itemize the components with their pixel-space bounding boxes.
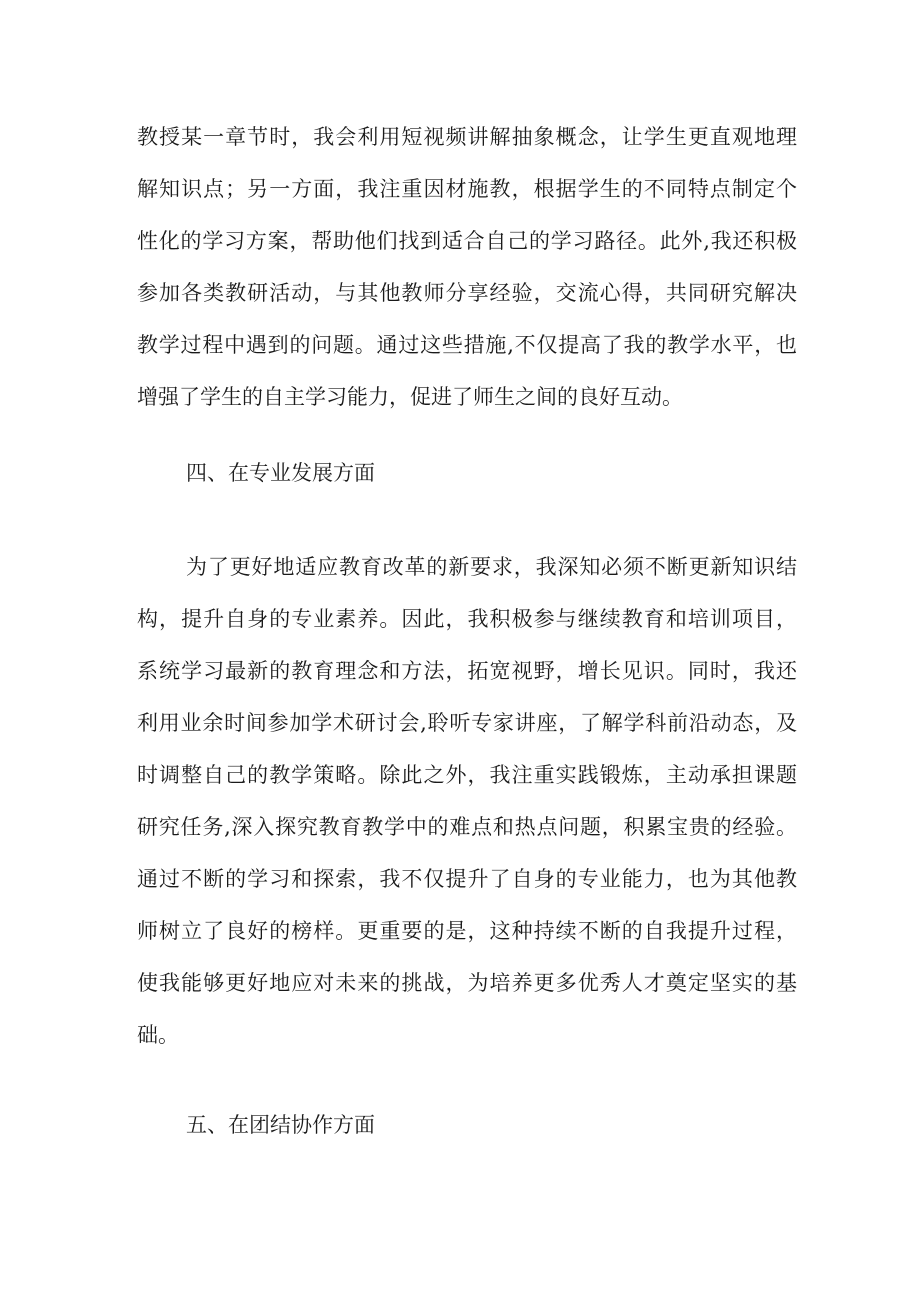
paragraph-line: 为了更好地适应教育改革的新要求，我深知必须不断更新知识结 [186,555,797,579]
paragraph-line: 师树立了良好的榜样。更重要的是，这种持续不断的自我提升过程， [137,919,797,943]
paragraph-line: 教学过程中遇到的问题。通过这些措施,不仅提高了我的教学水平，也 [137,333,797,357]
paragraph-line: 使我能够更好地应对未来的挑战，为培养更多优秀人才奠定坚实的基 [137,971,797,995]
paragraph-line: 教授某一章节时，我会利用短视频讲解抽象概念，让学生更直观地理 [137,125,797,149]
paragraph-line: 通过不断的学习和探索，我不仅提升了自身的专业能力，也为其他教 [137,867,797,891]
paragraph-line: 系统学习最新的教育理念和方法，拓宽视野，增长见识。同时，我还 [137,659,797,683]
paragraph-line: 研究任务,深入探究教育教学中的难点和热点问题，积累宝贵的经验。 [137,815,797,839]
paragraph-line: 构，提升自身的专业素养。因此，我积极参与继续教育和培训项目， [137,607,797,631]
paragraph-line: 利用业余时间参加学术研讨会,聆听专家讲座，了解学科前沿动态，及 [137,711,797,735]
paragraph-line: 增强了学生的自主学习能力，促进了师生之间的良好互动。 [137,385,683,409]
section-heading-5: 五、在团结协作方面 [186,1113,375,1137]
paragraph-line: 性化的学习方案，帮助他们找到适合自己的学习路径。此外,我还积极 [137,229,797,253]
paragraph-line: 参加各类教研活动，与其他教师分享经验，交流心得，共同研究解决 [137,281,797,305]
paragraph-line: 时调整自己的教学策略。除此之外，我注重实践锻炼，主动承担课题 [137,763,797,787]
paragraph-line: 础。 [137,1023,179,1047]
section-heading-4: 四、在专业发展方面 [186,461,375,485]
paragraph-line: 解知识点；另一方面，我注重因材施教，根据学生的不同特点制定个 [137,177,797,201]
